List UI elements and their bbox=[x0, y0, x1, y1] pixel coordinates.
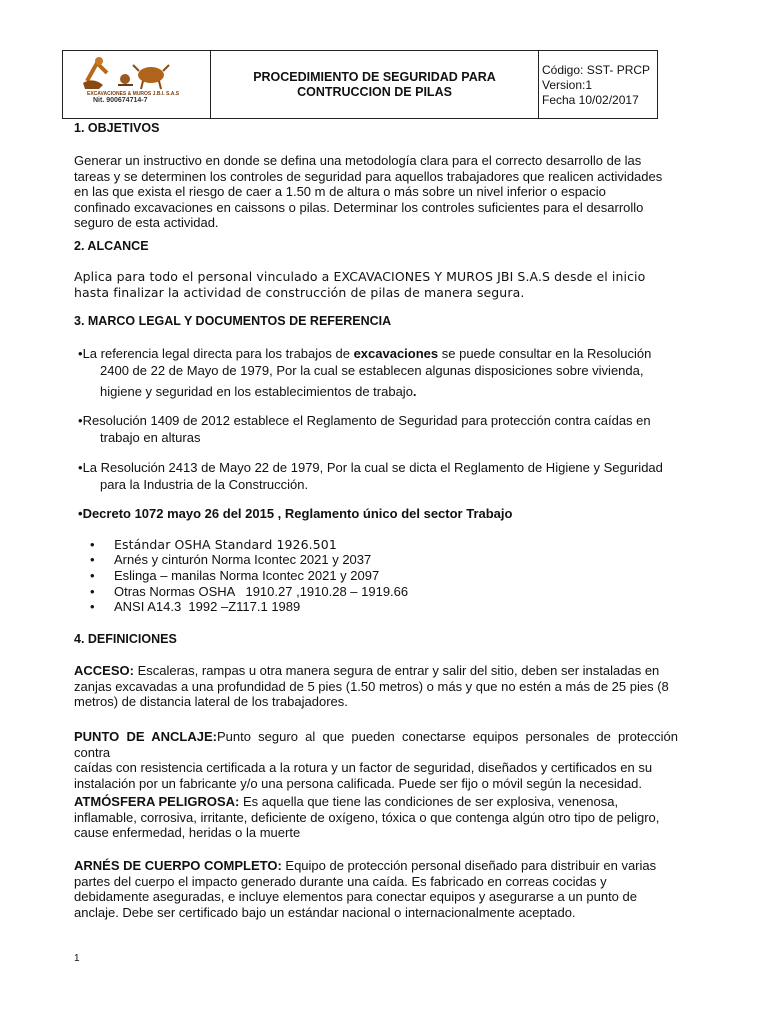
document-title bbox=[211, 51, 539, 118]
reference-item: •Resolución 1409 de 2012 establece el Reglamento de Seguridad para protección contra caídas en trabajo en alturas bbox=[78, 413, 651, 445]
page-number: 1 bbox=[74, 953, 80, 964]
text-line: seguro de esta actividad. bbox=[74, 215, 219, 230]
definition-acceso: ACCESO: Escaleras, rampas u otra manera segura de entrar y salir del sitio, deben ser instaladas en zanjas excavadas a una profundidad de 5 pies (1.50 metros) o más y que no estén a más de 25 pies (8 metros) de distancia lateral de los trabajadores. bbox=[74, 663, 669, 709]
bullet-icon: • bbox=[90, 568, 95, 583]
text-line: Generar un instructivo en donde se defina una metodología clara para el correcto desarrollo de las bbox=[74, 153, 642, 168]
logo-nit: Nit. 900674714-7 bbox=[93, 97, 148, 104]
definition-term: PUNTO DE ANCLAJE: bbox=[74, 729, 217, 744]
text-line: confinado excavaciones en caissons o pilas. Determinar los controles suficientes para el desarrollo bbox=[74, 199, 644, 215]
title-line-2: CONTRUCCION DE PILAS bbox=[297, 84, 452, 99]
heading-alcance: 2. ALCANCE bbox=[74, 239, 149, 253]
objetivos-paragraph bbox=[74, 153, 678, 231]
definition-term: ACCESO: bbox=[74, 663, 134, 678]
bullet-icon: • bbox=[90, 552, 95, 567]
text-line: Aplica para todo el personal vinculado a EXCAVACIONES Y MUROS JBI S.A.S desde el inicio bbox=[74, 269, 646, 284]
text-line: hasta finalizar la actividad de construcción de pilas de manera segura. bbox=[74, 284, 525, 300]
bullet-icon: • bbox=[90, 584, 95, 599]
bullet-icon: • bbox=[78, 506, 83, 521]
bullet-icon: • bbox=[78, 460, 83, 475]
reference-item: •La referencia legal directa para los trabajos de excavaciones se puede consultar en la Resolución 2400 de 22 de Mayo de 1979, Por la cual se establecen algunas disposiciones sobre vivienda, higiene y seguridad en los establecimientos de trabajo. bbox=[78, 346, 652, 399]
definition-arnes: ARNÉS DE CUERPO COMPLETO: Equipo de protección personal diseñado para distribuir en varias partes del cuerpo el impacto generado durante una caída. Es fabricado en correas cocidas y debidamente aseguradas, e incluye elementos para conectar equipos y asegurarse a un punto de anclaje. Debe ser certificado bajo un estándar nacional o internacionalmente aceptado. bbox=[74, 858, 657, 920]
list-item: • Estándar OSHA Standard 1926.501 bbox=[90, 537, 337, 552]
title-line-1: PROCEDIMIENTO DE SEGURIDAD PARA bbox=[253, 69, 496, 84]
bold-term: excavaciones bbox=[353, 346, 439, 361]
document-version: Version:1 bbox=[542, 78, 593, 92]
document-code: Código: SST- PRCP bbox=[542, 63, 651, 77]
text-line: en las que exista el riesgo de caer a 1.50 m de altura o más sobre un nivel inferior o espacio bbox=[74, 184, 606, 199]
definition-atmosfera-peligrosa: ATMÓSFERA PELIGROSA: Es aquella que tiene las condiciones de ser explosiva, venenosa, inflamable, corrosiva, irritante, deficiente de oxígeno, tóxica o que contenga algún otro tipo de peligro, cause enfermedad, heridas o la muerte bbox=[74, 794, 660, 840]
heading-marco-legal: 3. MARCO LEGAL Y DOCUMENTOS DE REFERENCIA bbox=[74, 314, 392, 328]
bullet-icon: • bbox=[78, 413, 83, 428]
company-logo bbox=[63, 51, 209, 118]
bullet-icon: • bbox=[90, 599, 95, 614]
list-item: • Arnés y cinturón Norma Icontec 2021 y 2037 bbox=[90, 552, 372, 567]
bullet-icon: • bbox=[78, 346, 83, 361]
heading-objetivos: 1. OBJETIVOS bbox=[74, 121, 160, 135]
heading-definiciones: 4. DEFINICIONES bbox=[74, 632, 177, 646]
document-header bbox=[62, 50, 658, 119]
alcance-paragraph bbox=[74, 269, 678, 300]
list-item: • ANSI A14.3 1992 –Z117.1 1989 bbox=[90, 599, 301, 614]
definition-term: ATMÓSFERA PELIGROSA: bbox=[74, 794, 240, 809]
logo-company-name: EXCAVACIONES & MUROS J.B.I. S.A.S bbox=[87, 91, 180, 97]
list-item: • Eslinga – manilas Norma Icontec 2021 y 2097 bbox=[90, 568, 380, 583]
document-meta bbox=[539, 51, 657, 118]
reference-item: •La Resolución 2413 de Mayo 22 de 1979, Por la cual se dicta el Reglamento de Higiene y Seguridad para la Industria de la Construcción. bbox=[78, 460, 663, 492]
bullet-icon: • bbox=[90, 537, 95, 552]
text-line: tareas y se determinen los controles de seguridad para aquellos trabajadores que realicen actividades bbox=[74, 168, 663, 184]
list-item: • Otras Normas OSHA 1910.27 ,1910.28 – 1919.66 bbox=[90, 584, 409, 599]
definition-term: ARNÉS DE CUERPO COMPLETO: bbox=[74, 858, 282, 873]
logo-cell bbox=[63, 51, 211, 118]
decreto-item: •Decreto 1072 mayo 26 del 2015 , Reglamento único del sector Trabajo bbox=[78, 506, 513, 521]
document-date: Fecha 10/02/2017 bbox=[542, 93, 639, 107]
definition-punto-anclaje: PUNTO DE ANCLAJE:Punto seguro al que pueden conectarse equipos personales de protección contra caídas con resistencia certificada a la rotura y un factor de seguridad, diseñados y certificados en su instalación por un fabricante y/o una persona calificada. Puede ser fijo o móvil según la necesidad. bbox=[74, 729, 678, 791]
